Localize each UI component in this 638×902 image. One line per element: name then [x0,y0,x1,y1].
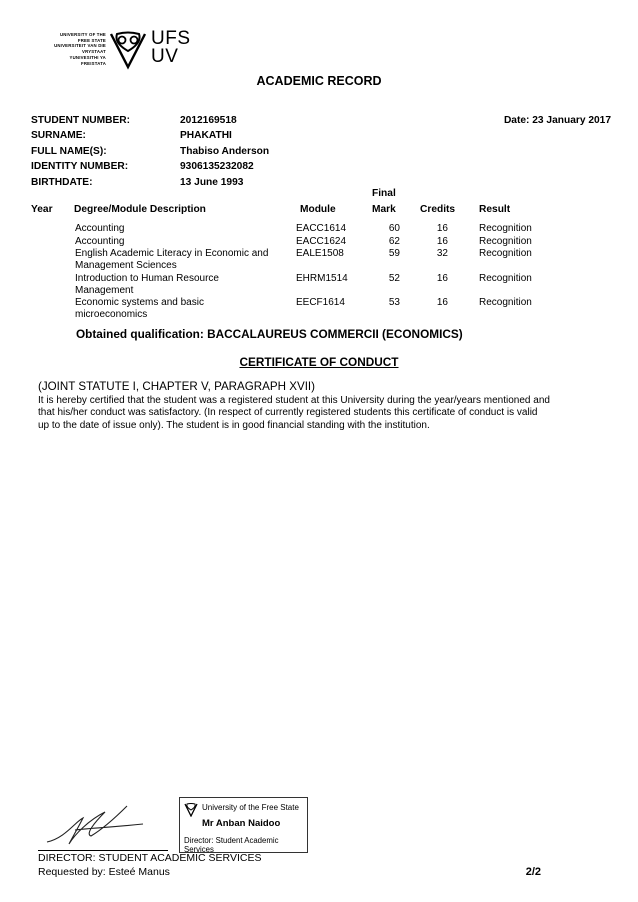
header-description: Degree/Module Description [74,204,206,215]
module-description [75,236,290,248]
module-code: EACC1614 [296,223,347,234]
info-label: BIRTHDATE: [31,176,93,188]
header-mark: Mark [372,204,396,215]
final-mark: 53 [388,297,400,308]
crest-icon [108,29,148,71]
description-line: Introduction to Human Resource [75,272,219,284]
ufs-logo-text [151,30,191,66]
info-value: PHAKATHI [180,130,232,142]
info-value: 9306135232082 [180,161,254,173]
result: Recognition [479,235,532,247]
statute-reference: (JOINT STATUTE I, CHAPTER V, PARAGRAPH XVII) [38,380,316,393]
description-line: Accounting [75,223,125,234]
module-code: EACC1624 [296,235,347,247]
university-line: VRYSTAAT [82,49,106,55]
info-label: STUDENT NUMBER: [31,115,131,126]
director-title: DIRECTOR: STUDENT ACADEMIC SERVICES [38,852,262,864]
university-name-lines [38,32,106,66]
issue-date: Date: 23 January 2017 [503,115,611,126]
description-line: Accounting [75,235,125,247]
university-line: YUNIVESITHI YA [69,54,106,60]
description-line: Management Sciences [75,260,177,272]
qualification: Obtained qualification: BACCALAUREUS COMMERCII (ECONOMICS) [76,327,463,341]
info-value: 13 June 1993 [180,176,244,188]
page-number: 2/2 [525,866,541,878]
module-code: EHRM1514 [296,272,348,284]
conduct-paragraph [38,395,598,432]
logo-text-top: UFS [151,28,191,49]
description-line: microeconomics [75,309,148,321]
university-line: UNIVERSITY OF THE [59,32,106,37]
info-row [31,161,269,176]
university-line: FREISTATA [81,60,106,66]
stamp-crest-icon [184,802,198,817]
paragraph-line: that his/her conduct was satisfactory. (In respect of currently registered students this certificate of conduct is valid [38,407,538,419]
university-line: UNIVERSITEIT VAN DIE [54,43,106,49]
module-code: EECF1614 [296,297,345,308]
official-stamp [179,797,308,853]
signature [45,800,145,850]
stamp-university: University of the Free State [202,803,299,812]
header-result: Result [479,204,511,215]
result: Recognition [479,297,532,308]
certificate-heading: CERTIFICATE OF CONDUCT [239,355,399,369]
final-mark: 52 [388,272,400,284]
info-label: FULL NAME(S): [31,145,107,157]
header-credits: Credits [420,204,456,215]
module-description [75,273,290,297]
description-line: Economic systems and basic [75,297,204,308]
signature-line [38,850,168,851]
result: Recognition [479,272,532,284]
credits: 16 [436,272,448,284]
header-year: Year [31,204,53,215]
requested-by: Requested by: Esteé Manus [38,866,170,878]
final-mark: 59 [388,248,400,259]
credits: 16 [436,223,448,234]
page-title: ACADEMIC RECORD [256,74,382,88]
description-line: English Academic Literacy in Economic and [75,248,269,259]
student-info [31,115,269,192]
module-description [75,248,290,272]
result: Recognition [479,248,532,259]
logo-text-bottom: UV [151,46,179,67]
result: Recognition [479,223,532,234]
info-label: IDENTITY NUMBER: [31,161,129,173]
info-label: SURNAME: [31,130,86,142]
module-code: EALE1508 [296,248,344,259]
info-row [31,177,269,192]
header-mark-top: Final [372,188,396,199]
module-description [75,297,290,321]
info-row [31,115,269,130]
paragraph-line: up to the date of issue only). The student is in good financial standing with the institution. [38,419,430,431]
info-row [31,130,269,145]
university-line: FREE STATE [77,37,106,43]
description-line: Management [75,284,134,296]
credits: 32 [436,248,448,259]
credits: 16 [436,235,448,247]
final-mark: 62 [388,235,400,247]
credits: 16 [436,297,448,308]
stamp-title: Director: Student Academic Services [184,836,279,854]
info-value: 2012169518 [180,115,237,126]
header-module: Module [300,204,336,215]
module-description [75,223,290,235]
info-value: Thabiso Anderson [180,145,270,157]
paragraph-line: It is hereby certified that the student was a registered student at this University during the year/years mentioned and [38,395,550,406]
stamp-name: Mr Anban Naidoo [202,818,281,829]
info-row [31,146,269,161]
final-mark: 60 [388,223,400,234]
